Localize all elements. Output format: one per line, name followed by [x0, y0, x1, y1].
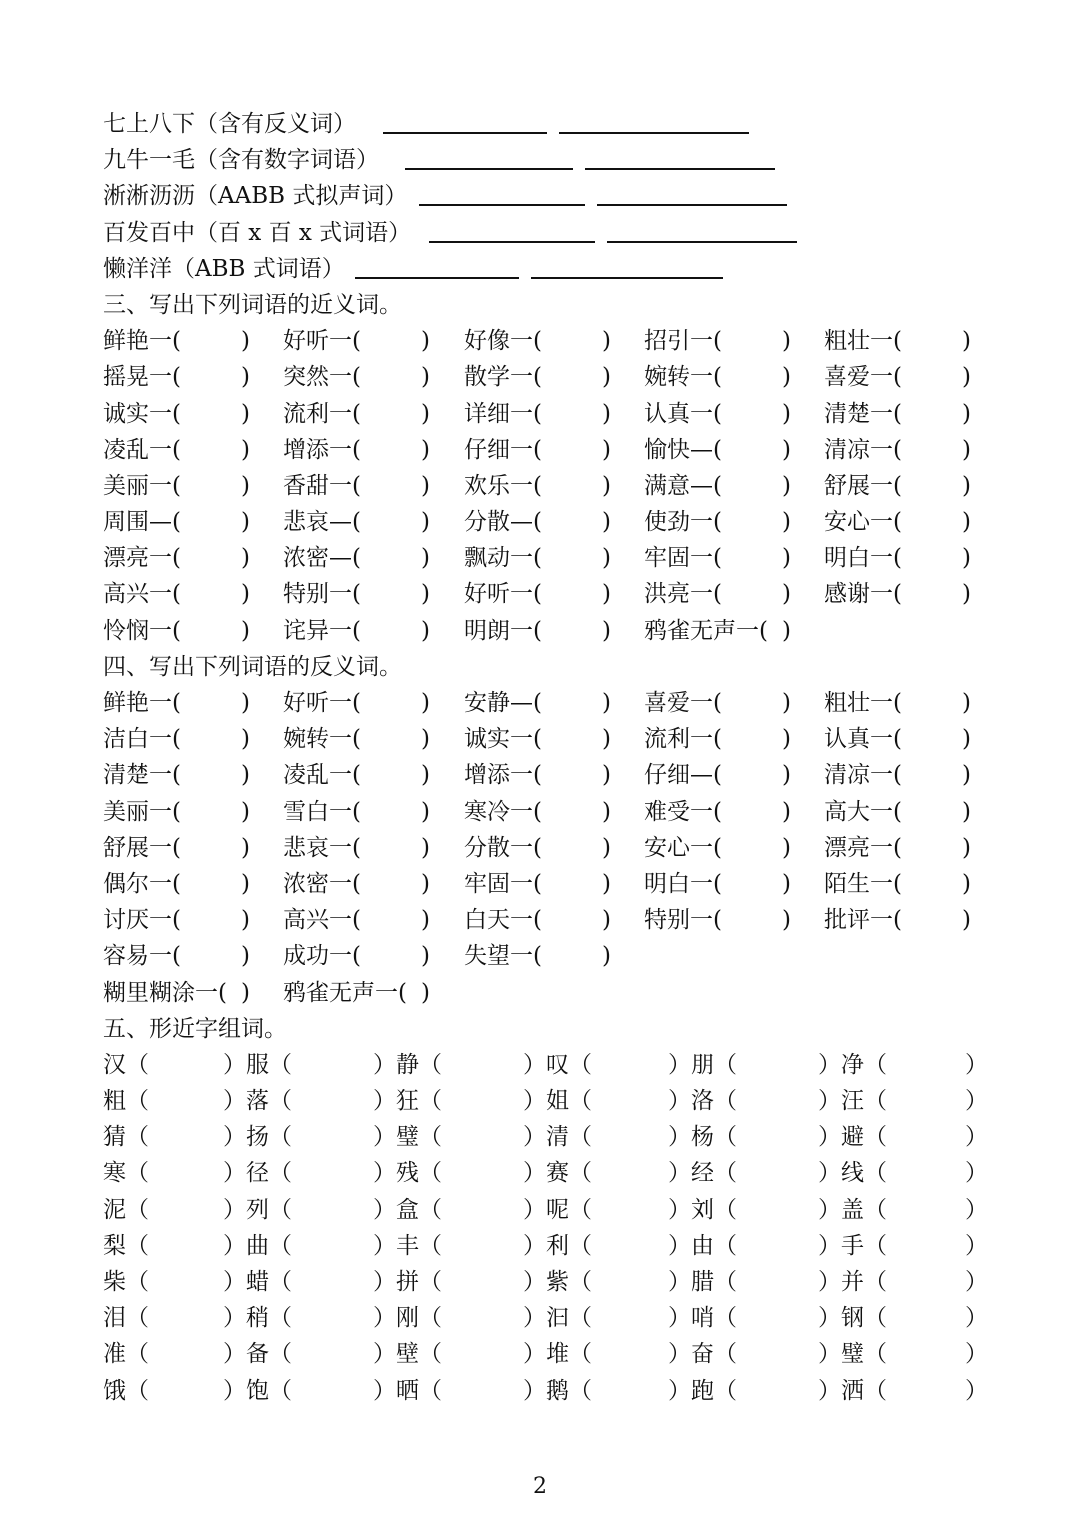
answer-paren[interactable]: ) [421, 943, 430, 970]
exercise-word: 高大一( [824, 798, 902, 825]
answer-paren[interactable]: ) [782, 545, 791, 572]
intro-item-text: 淅淅沥沥（AABB 式拟声词） [103, 183, 408, 210]
answer-paren[interactable]: ) [962, 834, 971, 861]
answer-paren[interactable]: ) [421, 436, 430, 463]
char-cell: ）扬（ [223, 1124, 292, 1151]
exercise-word: 浓密一( [283, 870, 361, 897]
exercise-word: 满意—( [644, 472, 722, 499]
answer-paren[interactable]: ） [965, 1377, 988, 1404]
answer-paren[interactable]: ) [782, 907, 791, 934]
char-cell: ）刚（ [373, 1305, 442, 1332]
exercise-word: 凌乱一( [103, 436, 181, 463]
exercise-word: 特别一( [283, 581, 361, 608]
section-5-heading: 五、形近字组词。 [103, 1015, 287, 1042]
exercise-word: 鸦雀无声一( [283, 979, 407, 1006]
char-cell: 粗（ [103, 1088, 149, 1115]
answer-paren[interactable]: ) [602, 690, 611, 716]
answer-paren[interactable]: ) [241, 617, 250, 644]
exercise-word: 使劲一( [644, 509, 722, 536]
exercise-word: 高兴一( [283, 907, 361, 934]
intro-item [103, 106, 1003, 142]
exercise-word: 诚实一( [103, 400, 181, 427]
answer-paren[interactable]: ) [602, 472, 611, 499]
char-row [103, 1192, 1003, 1228]
exercise-word: 鲜艳一( [103, 690, 181, 716]
section-3-heading: 三、写出下列词语的近义词。 [103, 291, 402, 318]
exercise-word: 婉转一( [283, 726, 361, 753]
answer-paren[interactable]: ) [421, 545, 430, 572]
char-cell: ）净（ [818, 1051, 887, 1078]
answer-paren[interactable]: ) [782, 690, 791, 716]
answer-paren[interactable]: ) [241, 907, 250, 934]
answer-paren[interactable]: ） [965, 1124, 988, 1151]
exercise-word: 成功一( [283, 943, 361, 970]
char-cell: 柴（ [103, 1269, 149, 1295]
answer-paren[interactable]: ) [782, 328, 791, 355]
answer-paren[interactable]: ) [602, 907, 611, 934]
answer-paren[interactable]: ) [782, 762, 791, 789]
exercise-word: 流利一( [644, 726, 722, 753]
answer-paren[interactable]: ) [962, 509, 971, 536]
answer-paren[interactable]: ) [421, 979, 430, 1006]
answer-paren[interactable]: ) [241, 943, 250, 970]
exercise-word: 诚实一( [464, 726, 542, 753]
char-cell: ）赛（ [523, 1160, 592, 1187]
answer-blank[interactable] [429, 241, 595, 243]
exercise-row [103, 830, 1003, 866]
exercise-word: 漂亮一( [103, 545, 181, 572]
answer-paren[interactable]: ) [962, 328, 971, 355]
char-cell: ）曲（ [223, 1232, 292, 1259]
exercise-word: 清凉一( [824, 436, 902, 463]
exercise-word: 鲜艳一( [103, 328, 181, 355]
answer-paren[interactable]: ) [782, 726, 791, 753]
answer-blank[interactable] [559, 132, 749, 134]
answer-paren[interactable]: ) [782, 834, 791, 861]
exercise-word: 分散一( [464, 834, 542, 861]
answer-paren[interactable]: ) [782, 400, 791, 427]
exercise-word: 婉转一( [644, 364, 722, 391]
answer-paren[interactable]: ） [965, 1196, 988, 1223]
char-cell: ）备（ [223, 1341, 292, 1368]
exercise-word: 清楚一( [103, 762, 181, 789]
intro-item-text: 懒洋洋（ABB 式词语） [103, 255, 345, 282]
char-cell: ）丰（ [373, 1232, 442, 1259]
exercise-word: 香甜一( [283, 472, 361, 499]
char-cell: ）由（ [668, 1232, 737, 1259]
char-cell: ）蜡（ [223, 1269, 292, 1295]
char-cell: ）钢（ [818, 1305, 887, 1332]
char-cell: ）洒（ [818, 1377, 887, 1404]
char-cell: ）线（ [818, 1160, 887, 1187]
char-cell: ）璧（ [818, 1341, 887, 1368]
answer-blank[interactable] [383, 132, 547, 134]
exercise-word: 粗壮一( [824, 690, 902, 716]
exercise-word: 失望一( [464, 943, 542, 970]
answer-blank[interactable] [597, 204, 787, 206]
answer-paren[interactable]: ) [962, 907, 971, 934]
char-cell: ）呢（ [523, 1196, 592, 1223]
exercise-word: 寒冷一( [464, 798, 542, 825]
char-row [103, 1264, 1003, 1300]
answer-paren[interactable]: ) [241, 979, 250, 1006]
exercise-word: 好像一( [464, 328, 542, 355]
char-cell: ）手（ [818, 1232, 887, 1259]
char-cell: ）紫（ [523, 1269, 592, 1295]
exercise-row [103, 685, 1003, 721]
exercise-word: 感谢一( [824, 581, 902, 608]
synonym-section [103, 323, 1003, 649]
exercise-row [103, 432, 1003, 468]
exercise-word: 流利一( [283, 400, 361, 427]
exercise-word: 欢乐一( [464, 472, 542, 499]
answer-paren[interactable]: ) [421, 581, 430, 608]
answer-paren[interactable]: ） [965, 1232, 988, 1259]
answer-paren[interactable]: ) [602, 943, 611, 970]
exercise-word: 安心一( [824, 509, 902, 536]
answer-paren[interactable]: ) [962, 400, 971, 427]
answer-paren[interactable]: ) [602, 400, 611, 427]
exercise-word: 批评一( [824, 907, 902, 934]
intro-item [103, 142, 1003, 178]
char-cell: ）壁（ [373, 1341, 442, 1368]
answer-paren[interactable]: ) [962, 690, 971, 716]
char-row [103, 1119, 1003, 1155]
intro-item [103, 215, 1003, 251]
answer-paren[interactable]: ) [421, 328, 430, 355]
exercise-word: 鸦雀无声一( [644, 617, 768, 644]
answer-paren[interactable]: ) [602, 798, 611, 825]
exercise-word: 认真一( [824, 726, 902, 753]
answer-paren[interactable]: ) [602, 762, 611, 789]
answer-paren[interactable]: ) [421, 400, 430, 427]
exercise-word: 明朗一( [464, 617, 542, 644]
exercise-word: 增添一( [283, 436, 361, 463]
answer-paren[interactable]: ) [241, 690, 250, 716]
exercise-row [103, 540, 1003, 576]
exercise-word: 陌生一( [824, 870, 902, 897]
answer-paren[interactable]: ) [782, 436, 791, 463]
char-cell: ）落（ [223, 1088, 292, 1115]
exercise-row [103, 938, 1003, 974]
answer-paren[interactable]: ) [962, 870, 971, 897]
exercise-word: 仔细一( [464, 436, 542, 463]
exercise-word: 招引一( [644, 328, 722, 355]
worksheet-page [103, 106, 1003, 1409]
exercise-word: 浓密—( [283, 545, 361, 572]
answer-paren[interactable]: ) [602, 364, 611, 391]
char-cell: ）避（ [818, 1124, 887, 1151]
answer-blank[interactable] [405, 168, 573, 170]
answer-paren[interactable]: ) [241, 545, 250, 572]
char-cell: ）汪（ [818, 1088, 887, 1115]
exercise-word: 愉快—( [644, 436, 722, 463]
answer-paren[interactable]: ) [421, 364, 430, 391]
exercise-word: 难受一( [644, 798, 722, 825]
exercise-word: 雪白一( [283, 798, 361, 825]
exercise-word: 喜爱一( [824, 364, 902, 391]
answer-paren[interactable]: ) [241, 400, 250, 427]
exercise-word: 明白一( [644, 870, 722, 897]
exercise-word: 洁白一( [103, 726, 181, 753]
answer-paren[interactable]: ) [602, 509, 611, 536]
char-cell: ）堆（ [523, 1341, 592, 1368]
answer-paren[interactable]: ) [782, 798, 791, 825]
exercise-word: 悲哀一( [283, 834, 361, 861]
char-cell: ）拼（ [373, 1269, 442, 1295]
char-row [103, 1155, 1003, 1191]
char-row [103, 1228, 1003, 1264]
exercise-row [103, 613, 1003, 649]
char-cell: ）残（ [373, 1160, 442, 1187]
exercise-word: 容易一( [103, 943, 181, 970]
answer-paren[interactable]: ) [241, 726, 250, 753]
answer-paren[interactable]: ) [962, 762, 971, 789]
answer-paren[interactable]: ) [241, 798, 250, 825]
exercise-word: 洪亮一( [644, 581, 722, 608]
exercise-row [103, 757, 1003, 793]
char-cell: ）杨（ [668, 1124, 737, 1151]
exercise-word: 好听一( [283, 328, 361, 355]
exercise-word: 美丽一( [103, 798, 181, 825]
exercise-word: 怜悯一( [103, 617, 181, 644]
char-row [103, 1336, 1003, 1372]
answer-blank[interactable] [585, 168, 775, 170]
answer-paren[interactable]: ) [962, 798, 971, 825]
answer-paren[interactable]: ) [241, 581, 250, 608]
answer-paren[interactable]: ) [602, 545, 611, 572]
section-4-heading: 四、写出下列词语的反义词。 [103, 653, 402, 680]
exercise-word: 美丽一( [103, 472, 181, 499]
answer-blank[interactable] [531, 277, 723, 279]
exercise-word: 漂亮一( [824, 834, 902, 861]
answer-paren[interactable]: ) [602, 617, 611, 644]
exercise-word: 摇晃一( [103, 364, 181, 391]
answer-paren[interactable]: ) [782, 617, 791, 644]
exercise-word: 分散—( [464, 509, 542, 536]
char-cell: ）狂（ [373, 1088, 442, 1115]
char-cell: ）腊（ [668, 1269, 737, 1295]
answer-paren[interactable]: ) [421, 690, 430, 716]
exercise-word: 高兴一( [103, 581, 181, 608]
answer-paren[interactable]: ） [965, 1160, 988, 1187]
char-cell: 泪（ [103, 1305, 149, 1332]
char-cell: ）鹅（ [523, 1377, 592, 1404]
answer-paren[interactable]: ) [241, 509, 250, 536]
char-cell: ）并（ [818, 1269, 887, 1295]
exercise-row [103, 866, 1003, 902]
answer-paren[interactable]: ) [241, 762, 250, 789]
char-cell: ）奋（ [668, 1341, 737, 1368]
char-row [103, 1300, 1003, 1336]
char-cell: 梨（ [103, 1232, 149, 1259]
char-cell: ）盖（ [818, 1196, 887, 1223]
exercise-row [103, 576, 1003, 612]
answer-paren[interactable]: ) [421, 834, 430, 861]
answer-paren[interactable]: ） [965, 1269, 988, 1295]
intro-item-text: 七上八下（含有反义词） [103, 111, 356, 137]
char-row [103, 1047, 1003, 1083]
answer-paren[interactable]: ） [965, 1305, 988, 1332]
answer-blank[interactable] [607, 241, 797, 243]
exercise-word: 凌乱一( [283, 762, 361, 789]
char-cell: ）清（ [523, 1124, 592, 1151]
exercise-word: 好听一( [283, 690, 361, 716]
answer-paren[interactable]: ) [962, 364, 971, 391]
answer-paren[interactable]: ) [421, 509, 430, 536]
exercise-word: 清凉一( [824, 762, 902, 789]
answer-paren[interactable]: ) [421, 798, 430, 825]
exercise-word: 突然一( [283, 364, 361, 391]
char-cell: ）服（ [223, 1051, 292, 1078]
exercise-word: 悲哀—( [283, 509, 361, 536]
answer-paren[interactable]: ) [602, 870, 611, 897]
answer-paren[interactable]: ) [421, 617, 430, 644]
answer-paren[interactable]: ) [962, 472, 971, 499]
answer-paren[interactable]: ) [421, 907, 430, 934]
char-cell: ）径（ [223, 1160, 292, 1187]
answer-paren[interactable]: ) [421, 472, 430, 499]
answer-paren[interactable]: ） [965, 1088, 988, 1115]
char-cell: ）汩（ [523, 1305, 592, 1332]
exercise-row [103, 975, 1003, 1011]
answer-paren[interactable]: ) [782, 870, 791, 897]
exercise-row [103, 359, 1003, 395]
antonym-section [103, 685, 1003, 1011]
exercise-row [103, 721, 1003, 757]
char-cell: ）列（ [223, 1196, 292, 1223]
exercise-row [103, 902, 1003, 938]
char-cell: 准（ [103, 1341, 149, 1368]
answer-paren[interactable]: ) [241, 834, 250, 861]
char-cell: ）哨（ [668, 1305, 737, 1332]
answer-paren[interactable]: ) [962, 726, 971, 753]
answer-paren[interactable]: ) [602, 726, 611, 753]
exercise-word: 详细一( [464, 400, 542, 427]
intro-item [103, 178, 1003, 214]
char-cell: ）饱（ [223, 1377, 292, 1404]
page-number: 2 [533, 1474, 547, 1499]
char-cell: ）洛（ [668, 1088, 737, 1115]
char-cell: ）经（ [668, 1160, 737, 1187]
char-row [103, 1373, 1003, 1409]
exercise-row [103, 794, 1003, 830]
exercise-word: 散学一( [464, 364, 542, 391]
exercise-word: 喜爱一( [644, 690, 722, 716]
answer-paren[interactable]: ) [602, 581, 611, 608]
answer-paren[interactable]: ) [782, 509, 791, 536]
answer-paren[interactable]: ) [602, 436, 611, 463]
answer-paren[interactable]: ) [421, 726, 430, 753]
exercise-word: 安心一( [644, 834, 722, 861]
char-cell: 饿（ [103, 1377, 149, 1404]
exercise-word: 牢固一( [644, 545, 722, 572]
exercise-word: 好听一( [464, 581, 542, 608]
exercise-word: 特别一( [644, 907, 722, 934]
intro-section [103, 106, 1003, 287]
char-cell: 泥（ [103, 1196, 149, 1223]
char-cell: ）跑（ [668, 1377, 737, 1404]
answer-paren[interactable]: ) [241, 364, 250, 391]
char-row [103, 1083, 1003, 1119]
answer-paren[interactable]: ) [962, 545, 971, 572]
answer-paren[interactable]: ） [965, 1051, 988, 1078]
exercise-word: 讨厌一( [103, 907, 181, 934]
exercise-word: 增添一( [464, 762, 542, 789]
char-cell: 猜（ [103, 1124, 149, 1151]
answer-blank[interactable] [419, 204, 585, 206]
intro-item-text: 百发百中（百 x 百 x 式词语） [103, 219, 412, 246]
exercise-word: 偶尔一( [103, 870, 181, 897]
char-cell: ）稍（ [223, 1305, 292, 1332]
answer-paren[interactable]: ） [965, 1341, 988, 1368]
exercise-word: 认真一( [644, 400, 722, 427]
intro-item [103, 251, 1003, 287]
exercise-row [103, 468, 1003, 504]
char-cell: ）晒（ [373, 1377, 442, 1404]
char-cell: ）璧（ [373, 1124, 442, 1151]
char-cell: ）利（ [523, 1232, 592, 1259]
intro-item-text: 九牛一毛（含有数字词语） [103, 147, 379, 174]
char-cell: 寒（ [103, 1160, 149, 1187]
answer-paren[interactable]: ) [782, 364, 791, 391]
char-cell: ）静（ [373, 1051, 442, 1078]
exercise-word: 诧异一( [283, 617, 361, 644]
answer-paren[interactable]: ) [241, 436, 250, 463]
answer-paren[interactable]: ) [241, 328, 250, 355]
exercise-word: 安静—( [464, 690, 542, 716]
answer-paren[interactable]: ) [782, 581, 791, 608]
char-cell: ）叹（ [523, 1051, 592, 1078]
answer-paren[interactable]: ) [602, 834, 611, 861]
answer-blank[interactable] [355, 277, 519, 279]
exercise-word: 舒展一( [103, 834, 181, 861]
char-cell: ）朋（ [668, 1051, 737, 1078]
exercise-row [103, 396, 1003, 432]
exercise-row [103, 504, 1003, 540]
answer-paren[interactable]: ) [421, 870, 430, 897]
char-cell: ）姐（ [523, 1088, 592, 1115]
exercise-word: 仔细—( [644, 762, 722, 789]
exercise-word: 舒展一( [824, 472, 902, 499]
char-cell: ）刘（ [668, 1196, 737, 1223]
exercise-word: 明白一( [824, 545, 902, 572]
char-cell: 汉（ [103, 1051, 149, 1078]
answer-paren[interactable]: ) [782, 472, 791, 499]
exercise-word: 糊里糊涂一( [103, 979, 227, 1006]
exercise-row [103, 323, 1003, 359]
answer-paren[interactable]: ) [241, 472, 250, 499]
char-cell: ）盒（ [373, 1196, 442, 1223]
exercise-word: 清楚一( [824, 400, 902, 427]
answer-paren[interactable]: ) [241, 870, 250, 897]
exercise-word: 白天一( [464, 907, 542, 934]
similar-character-section [103, 1047, 1003, 1409]
answer-paren[interactable]: ) [962, 581, 971, 608]
answer-paren[interactable]: ) [962, 436, 971, 463]
answer-paren[interactable]: ) [421, 762, 430, 789]
answer-paren[interactable]: ) [602, 328, 611, 355]
exercise-word: 牢固一( [464, 870, 542, 897]
exercise-word: 粗壮一( [824, 328, 902, 355]
exercise-word: 飘动一( [464, 545, 542, 572]
exercise-word: 周围—( [103, 509, 181, 536]
